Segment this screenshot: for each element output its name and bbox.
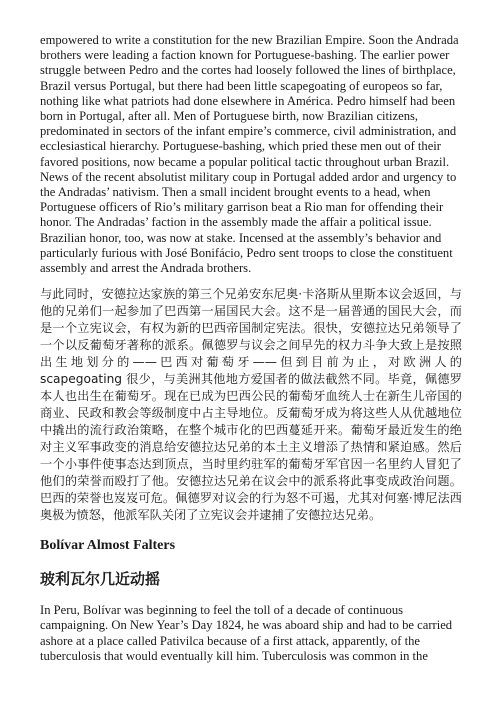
section-heading-chinese: 玻利瓦尔几近动摇 — [40, 570, 161, 589]
english-paragraph-2: In Peru, Bolívar was beginning to feel the toll of a decade of continuous campaigning. On New Year’s Day 1824, he was aboard ship and had to be carried ashore at a place called Pativilca because of a first attack, apparently, of the tuberculosis that would eventually kill him. Tuberculosis was common in the — [40, 603, 453, 663]
chinese-paragraph-1: 与此同时，安德拉达家族的第三个兄弟安东尼奥·卡洛斯从里斯本议会返回，与他的兄弟们一起参加了巴西第一届国民大会。这不是一届普通的国民大会，而是一个立宪议会，有权为新的巴西帝国制定宪法。很快，安德拉达兄弟领导了一个以反葡萄牙著称的派系。佩德罗与议会之间早先的权力斗争大致上是按照出生地划分的——巴西对葡萄牙——但到目前为止，对欧洲人的scapegoating 很少，与美洲其他地方爱国者的做法截然不同。毕竟，佩德罗本人也出生在葡萄牙。现在已成为巴西公民的葡萄牙血统人士在新生儿帝国的商业、民政和教会等级制度中占主导地位。反葡萄牙成为将这些人从优越地位中撬出的流行政治策略，在整个城市化的巴西蔓延开来。葡萄牙最近发生的绝对主义军事政变的消息给安德拉达兄弟的本土主义增添了热情和紧迫感。然后一个小事件使事态达到顶点，当时里约驻军的葡萄牙军官因一名里约人冒犯了他们的荣誉而殴打了他。安德拉达兄弟在议会中的派系将此事变成政治问题。巴西的荣誉也岌岌可危。佩德罗对议会的行为怒不可遏，尤其对何塞·博尼法西奥极为愤怒，他派军队关闭了立宪议会并逮捕了安德拉达兄弟。 — [40, 287, 462, 523]
document-page — [40, 33, 462, 664]
english-paragraph-1: empowered to write a constitution for the new Brazilian Empire. Soon the Andrada brothers were leading a faction known for Portuguese-bashing. The earlier power struggle between Pedro and the cortes had loosely followed the lines of birthplace, Brazil versus Portugal, but there had been little scapegoating of europeos so far, nothing like what patriots had done elsewhere in América. Pedro himself had been born in Portugal, after all. Men of Portuguese birth, now Brazilian citizens, predominated in sectors of the infant empire’s commerce, civil administration, and ecclesiastical hierarchy. Portuguese-bashing, which pried these men out of their favored positions, now became a popular political tactic throughout urban Brazil. News of the recent absolutist military coup in Portugal added ardor and urgency to the Andradas’ nativism. Then a small incident brought events to a head, when Portuguese officers of Rio’s military garrison beat a Rio man for offending their honor. The Andradas’ faction in the assembly made the affair a political issue. Brazilian honor, too, was now at stake. Incensed at the assembly’s behavior and particularly furious with José Bonifácio, Pedro sent troops to close the constituent assembly and arrest the Andrada brothers. — [40, 33, 459, 276]
section-heading-english: Bolívar Almost Falters — [40, 538, 176, 554]
